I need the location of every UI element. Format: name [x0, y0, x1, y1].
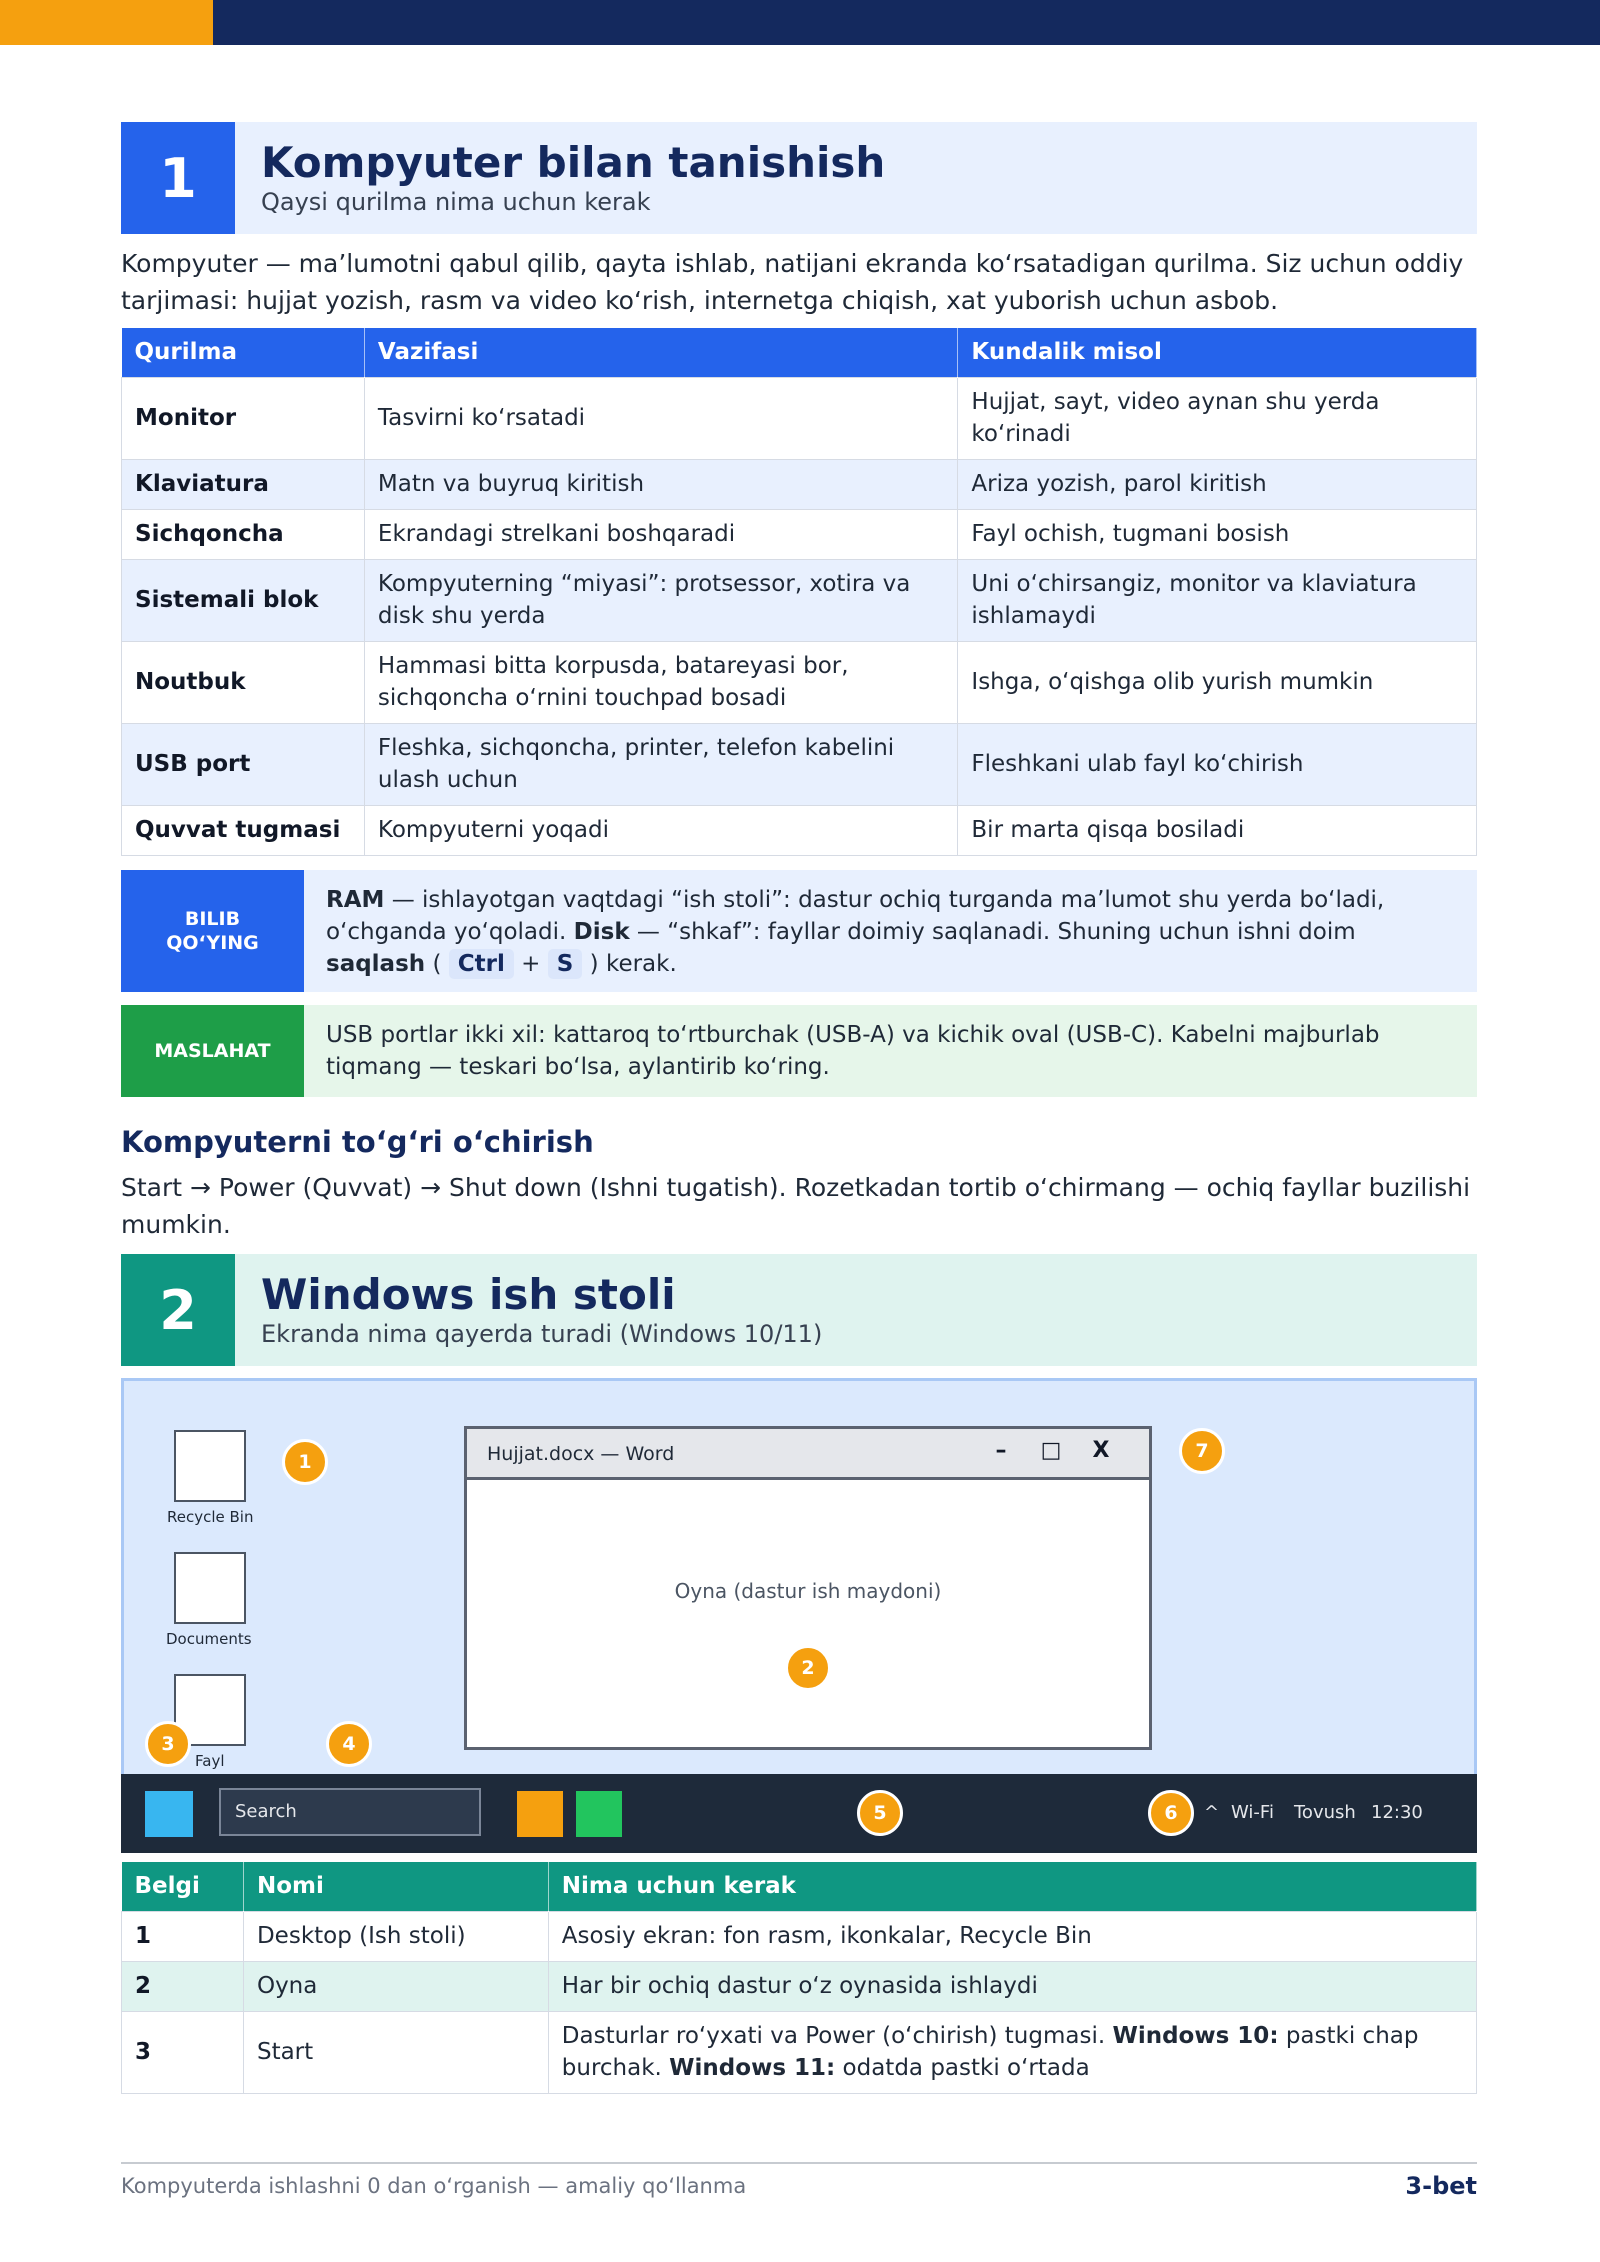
legend-desc-part: odatda pastki o‘rtada [835, 2055, 1090, 2081]
recycle-bin-icon[interactable] [174, 1430, 246, 1502]
close-icon[interactable]: X [1092, 1438, 1110, 1463]
legend-name: Oyna [243, 1961, 548, 2011]
tray-wifi[interactable]: Wi-Fi [1231, 1802, 1274, 1823]
device-function: Tasvirni ko‘rsatadi [364, 377, 958, 459]
shutdown-text: Start → Power (Quvvat) → Shut down (Ishni tugatish). Rozetkadan tortib o‘chirmang — ochiq fayllar buzilishi mumkin. [121, 1173, 1471, 1239]
shutdown-heading: Kompyuterni to‘g‘ri o‘chirish [121, 1125, 594, 1159]
column-header: Qurilma [122, 328, 365, 377]
legend-desc-part: Dasturlar ro‘yxati va Power (o‘chirish) tugmasi. [561, 2023, 1113, 2049]
table-row [122, 723, 1477, 805]
column-header: Nomi [243, 1862, 548, 1911]
table-row [122, 1911, 1477, 1961]
app-window[interactable] [464, 1426, 1152, 1750]
column-header: Belgi [122, 1862, 244, 1911]
legend-desc-bold: Windows 10: [1112, 2023, 1279, 2049]
device-name: Noutbuk [122, 641, 365, 723]
device-example: Ishga, o‘qishga olib yurish mumkin [958, 641, 1477, 723]
device-function: Kompyuterning “miyasi”: protsessor, xotira va disk shu yerda [364, 559, 958, 641]
documents-icon[interactable] [174, 1552, 246, 1624]
device-name: Quvvat tugmasi [122, 805, 365, 855]
taskbar-search-input[interactable]: Search [219, 1788, 481, 1836]
window-title: Hujjat.docx — Word [487, 1443, 675, 1465]
section-2-number: 2 [121, 1254, 235, 1366]
marker-badge: 2 [785, 1645, 831, 1691]
legend-sign: 3 [122, 2011, 244, 2093]
legend-desc: Har bir ochiq dastur o‘z oynasida ishlaydi [548, 1961, 1476, 2011]
tray-sound[interactable]: Tovush [1294, 1802, 1356, 1823]
table-row [122, 641, 1477, 723]
top-banner [0, 0, 1600, 45]
minimize-icon[interactable]: – [995, 1438, 1007, 1463]
desktop-icon-label: Documents [166, 1630, 252, 1648]
devices-table [121, 328, 1477, 856]
section-2-header [121, 1254, 1477, 1366]
device-name: Sistemali blok [122, 559, 365, 641]
marker-badge: 5 [857, 1790, 903, 1836]
tip-callout-text: USB portlar ikki xil: kattaroq to‘rtburchak (USB-A) va kichik oval (USB-C). Kabelni majburlab tiqmang — teskari bo‘lsa, aylantirib ko‘ring. [326, 1022, 1380, 1080]
desktop-icon-label: Fayl [195, 1752, 225, 1770]
table-row [122, 2011, 1477, 2093]
legend-sign: 2 [122, 1961, 244, 2011]
top-banner-accent [0, 0, 213, 45]
start-button-icon[interactable] [145, 1791, 193, 1837]
table-row [122, 377, 1477, 459]
legend-desc: Asosiy ekran: fon rasm, ikonkalar, Recycle Bin [548, 1911, 1476, 1961]
legend-table [121, 1862, 1477, 2094]
marker-badge: 3 [145, 1721, 191, 1767]
info-text: ) kerak. [582, 951, 677, 977]
legend-table-header [122, 1862, 1477, 1911]
table-row [122, 559, 1477, 641]
desktop-icon-label: Recycle Bin [167, 1508, 254, 1526]
device-function: Ekrandagi strelkani boshqaradi [364, 509, 958, 559]
legend-sign: 1 [122, 1911, 244, 1961]
term-ram: RAM [326, 887, 385, 913]
tray-caret-icon[interactable]: ^ [1204, 1802, 1220, 1823]
taskbar-app-icon[interactable] [517, 1791, 563, 1837]
maximize-icon[interactable]: □ [1040, 1438, 1062, 1463]
info-text: + [513, 951, 548, 977]
taskbar-app-icon[interactable] [576, 1791, 622, 1837]
device-function: Kompyuterni yoqadi [364, 805, 958, 855]
key-ctrl: Ctrl [449, 949, 514, 979]
table-row [122, 459, 1477, 509]
device-example: Fayl ochish, tugmani bosish [958, 509, 1477, 559]
info-text: ( [425, 951, 449, 977]
info-tag-line: QO‘YING [166, 932, 259, 954]
marker-badge: 4 [326, 1721, 372, 1767]
legend-desc [548, 2011, 1476, 2093]
devices-table-header [122, 328, 1477, 377]
info-callout-tag [121, 870, 304, 992]
section-1-intro: Kompyuter — ma’lumotni qabul qilib, qayta ishlab, natijani ekranda ko‘rsatadigan qurilma. Siz uchun oddiy tarjimasi: hujjat yozish, rasm va video ko‘rish, internetga chiqish, xat yuborish uchun asbob. [121, 249, 1464, 315]
section-2-title: Windows ish stoli [261, 1270, 676, 1319]
info-callout [121, 870, 1477, 992]
device-example: Bir marta qisqa bosiladi [958, 805, 1477, 855]
marker-badge: 7 [1179, 1428, 1225, 1474]
section-1-header [121, 122, 1477, 234]
device-name: Sichqoncha [122, 509, 365, 559]
device-example: Uni o‘chirsangiz, monitor va klaviatura ishlamaydi [958, 559, 1477, 641]
key-s: S [548, 949, 583, 979]
device-example: Fleshkani ulab fayl ko‘chirish [958, 723, 1477, 805]
info-text: — “shkaf”: fayllar doimiy saqlanadi. Shuning uchun ishni doim [629, 919, 1356, 945]
window-body-label: Oyna (dastur ish maydoni) [674, 1579, 942, 1603]
tray-clock: 12:30 [1371, 1802, 1423, 1823]
section-1-title: Kompyuter bilan tanishish [261, 138, 886, 187]
device-name: Monitor [122, 377, 365, 459]
table-row [122, 805, 1477, 855]
marker-badge: 1 [282, 1439, 328, 1485]
footer-title: Kompyuterda ishlashni 0 dan o‘rganish — amaliy qo‘llanma [121, 2174, 747, 2198]
table-row [122, 509, 1477, 559]
device-function: Fleshka, sichqoncha, printer, telefon kabelini ulash uchun [364, 723, 958, 805]
info-tag-line: BILIB [184, 908, 241, 930]
info-text: — ishlayotgan vaqtdagi “ish stoli”: dastur ochiq turganda ma’lumot shu yerda bo‘ladi, o‘chganda yo‘qoladi. [326, 887, 1385, 945]
taskbar [121, 1774, 1477, 1853]
column-header: Kundalik misol [958, 328, 1477, 377]
section-1-subtitle: Qaysi qurilma nima uchun kerak [261, 188, 651, 216]
footer-divider [121, 2162, 1477, 2164]
section-1-number: 1 [121, 122, 235, 234]
legend-name: Start [243, 2011, 548, 2093]
device-function: Hammasi bitta korpusda, batareyasi bor, sichqoncha o‘rnini touchpad bosadi [364, 641, 958, 723]
device-name: USB port [122, 723, 365, 805]
term-disk: Disk [573, 919, 630, 945]
column-header: Vazifasi [364, 328, 958, 377]
device-function: Matn va buyruq kiritish [364, 459, 958, 509]
tip-callout-tag: MASLAHAT [121, 1005, 304, 1097]
term-save: saqlash [326, 951, 426, 977]
legend-desc-part: pastki chap burchak. [561, 2023, 1419, 2081]
column-header: Nima uchun kerak [548, 1862, 1476, 1911]
marker-badge: 6 [1148, 1790, 1194, 1836]
window-titlebar[interactable] [467, 1429, 1149, 1480]
desktop-illustration [121, 1378, 1477, 1853]
device-example: Hujjat, sayt, video aynan shu yerda ko‘rinadi [958, 377, 1477, 459]
section-2-subtitle: Ekranda nima qayerda turadi (Windows 10/11) [261, 1320, 823, 1348]
tip-callout [121, 1005, 1477, 1097]
info-callout-text [326, 884, 1447, 980]
legend-desc-bold: Windows 11: [669, 2055, 836, 2081]
page-number: 3-bet [1405, 2172, 1477, 2200]
table-row [122, 1961, 1477, 2011]
device-name: Klaviatura [122, 459, 365, 509]
legend-name: Desktop (Ish stoli) [243, 1911, 548, 1961]
device-example: Ariza yozish, parol kiritish [958, 459, 1477, 509]
